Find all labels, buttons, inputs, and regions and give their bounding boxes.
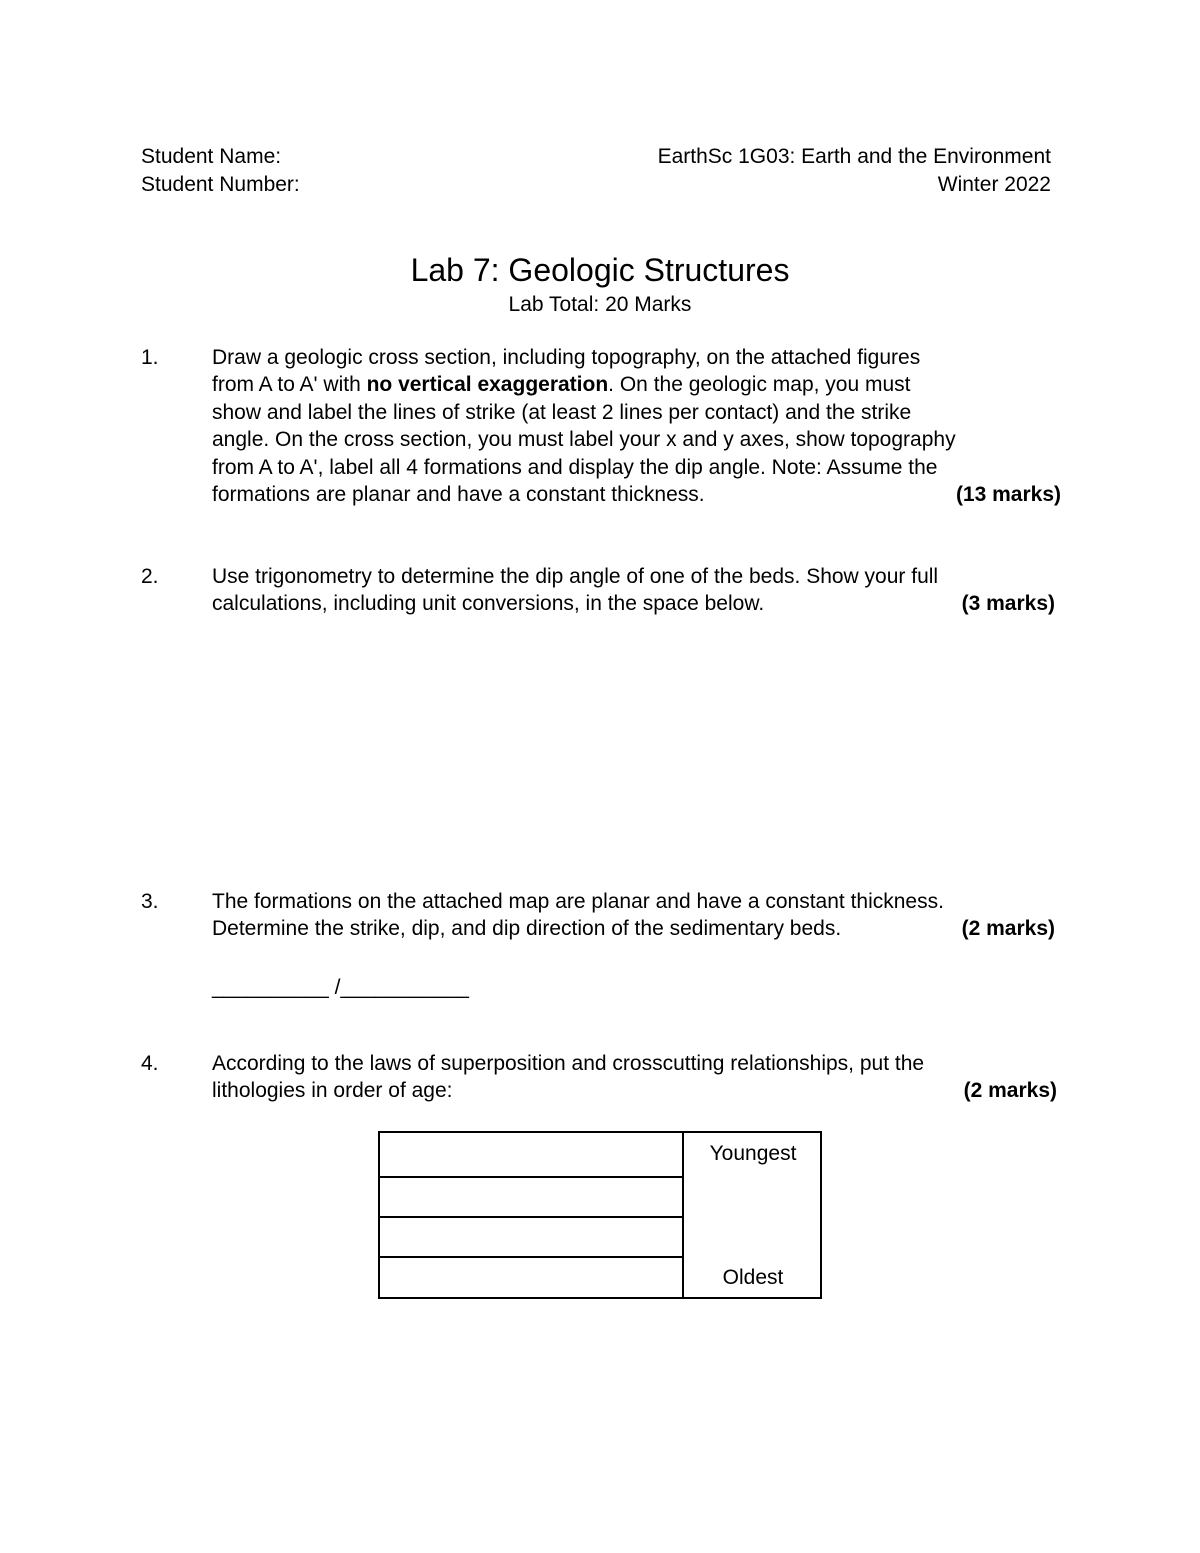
age-row-input[interactable] [380, 1218, 680, 1256]
question-line [212, 590, 1061, 617]
question-text [212, 344, 1061, 508]
age-row-input[interactable] [380, 1178, 680, 1216]
question-line-part: from A to A' with [212, 373, 367, 397]
question-line: According to the laws of superposition and crosscutting relationships, put the [212, 1052, 925, 1075]
page-title: Lab 7: Geologic Structures [410, 252, 790, 288]
strike-dip-answer-line[interactable]: __________ /___________ [212, 976, 469, 999]
age-row-input[interactable] [380, 1258, 680, 1297]
question-marks: (2 marks) [961, 917, 1055, 941]
question-line-part: lithologies in order of age: [212, 1079, 453, 1103]
question-number: 2. [141, 565, 159, 588]
course-title: EarthSc 1G03: Earth and the Environment [657, 145, 1051, 168]
question-line: show and label the lines of strike (at least 2 lines per contact) and the strike [212, 400, 912, 424]
question-number: 4. [141, 1052, 159, 1075]
header-student-info [141, 143, 300, 199]
question-line-part: calculations, including unit conversions, in the space below. [212, 592, 765, 616]
question-text [212, 1050, 1061, 1105]
question-marks: (3 marks) [961, 592, 1055, 616]
age-order-table [378, 1131, 822, 1299]
student-number-label: Student Number: [141, 173, 300, 196]
question-line: Use trigonometry to determine the dip angle of one of the beds. Show your full [212, 565, 939, 588]
question-line [212, 371, 1061, 398]
question-number: 3. [141, 890, 159, 913]
question-4 [141, 1050, 1061, 1105]
student-name-label: Student Name: [141, 145, 282, 168]
term-label: Winter 2022 [937, 173, 1051, 196]
question-line [212, 1077, 1061, 1104]
question-marks: (2 marks) [963, 1079, 1057, 1103]
question-text [212, 563, 1061, 618]
question-1 [141, 344, 1061, 508]
oldest-label: Oldest [722, 1266, 784, 1289]
question-line: Draw a geologic cross section, including topography, on the attached figures [212, 346, 921, 369]
question-line-part: Determine the strike, dip, and dip direction of the sedimentary beds. [212, 917, 842, 941]
youngest-label: Youngest [709, 1142, 797, 1165]
question-2 [141, 563, 1061, 618]
emphasis-text: no vertical exaggeration [366, 373, 609, 397]
question-line-part: . On the geologic map, you must [608, 373, 911, 397]
question-text [212, 888, 1061, 943]
question-number: 1. [141, 346, 159, 369]
header-course-info [658, 143, 1051, 199]
question-line: from A to A', label all 4 formations and display the dip angle. Note: Assume the [212, 455, 938, 479]
question-line: angle. On the cross section, you must label your x and y axes, show topography [212, 428, 956, 452]
question-line: The formations on the attached map are planar and have a constant thickness. [212, 890, 944, 913]
question-line-part: formations are planar and have a constant thickness. [212, 483, 705, 507]
question-marks: (13 marks) [955, 483, 1061, 507]
question-3 [141, 888, 1061, 943]
age-row-input[interactable] [380, 1133, 680, 1176]
lab-total: Lab Total: 20 Marks [508, 293, 692, 316]
question-line [212, 915, 1061, 942]
question-line [212, 481, 1061, 508]
